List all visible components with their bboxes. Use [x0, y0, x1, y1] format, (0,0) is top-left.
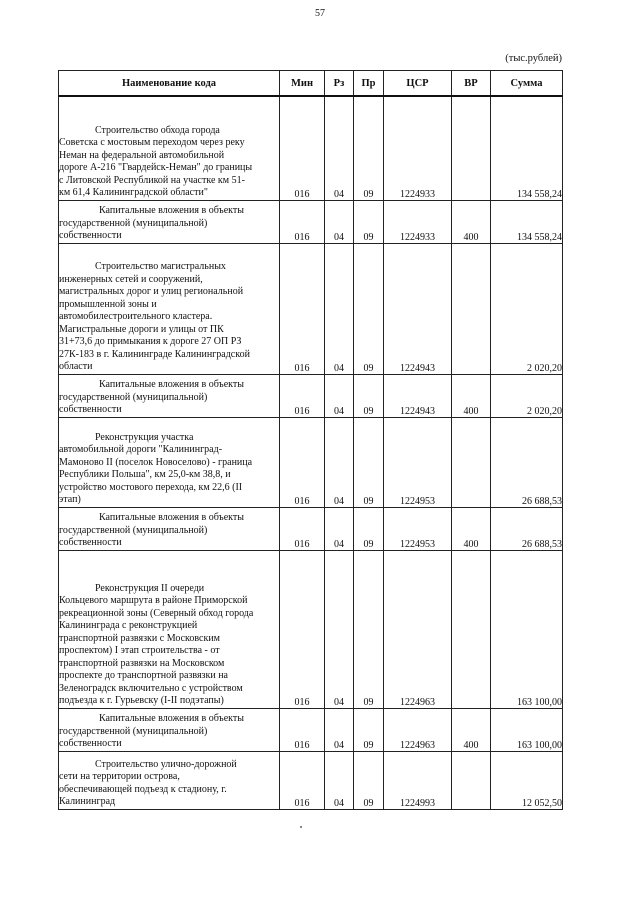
- table-row: [59, 751, 563, 809]
- header-vr: ВР: [452, 71, 491, 97]
- row-name: Строительство обхода города Советска с мостовым переходом через реку Неман на федеральной автомобильной дороге А-216 "Гвардейск-Неман" до границы с Литовской Республикой на участке км 51- км 61,4 Калининградской области": [59, 96, 280, 200]
- row-vr: [452, 243, 491, 374]
- row-csr: 1224933: [384, 96, 452, 200]
- row-rz: 04: [325, 200, 354, 243]
- table-row: [59, 708, 563, 751]
- row-min: 016: [280, 550, 325, 708]
- row-rz: 04: [325, 96, 354, 200]
- row-pr: 09: [354, 374, 384, 417]
- row-name: Реконструкция участка автомобильной дороги "Калининград- Мамоново II (поселок Новоселово) - граница Республики Польша", км 25,0-км 38,8, и устройство мостового перехода, км 22,6 (II этап): [59, 417, 280, 507]
- table-row: [59, 243, 563, 374]
- header-csr: ЦСР: [384, 71, 452, 97]
- table-row: [59, 550, 563, 708]
- row-pr: 09: [354, 550, 384, 708]
- row-vr: [452, 96, 491, 200]
- table-header-row: [59, 71, 563, 97]
- row-min: 016: [280, 507, 325, 550]
- row-pr: 09: [354, 200, 384, 243]
- row-csr: 1224953: [384, 417, 452, 507]
- row-sum: 2 020,20: [491, 243, 563, 374]
- row-sum: 2 020,20: [491, 374, 563, 417]
- row-min: 016: [280, 200, 325, 243]
- row-name: Реконструкция II очереди Кольцевого маршрута в районе Приморской рекреационной зоны (Северный обход города Калининграда с реконструкцией транспортной развязки с Московским проспектом) I этап строительства - от транспортной развязки на Московском проспекте до транспортной развязки на Зеленоградск включительно с устройством подъезда к г. Гурьевску (I-II подэтапы): [59, 550, 280, 708]
- row-pr: 09: [354, 417, 384, 507]
- row-vr: [452, 417, 491, 507]
- table-row: [59, 417, 563, 507]
- row-vr: [452, 550, 491, 708]
- header-sum: Сумма: [491, 71, 563, 97]
- row-min: 016: [280, 708, 325, 751]
- header-name: Наименование кода: [59, 71, 280, 97]
- row-sum: 163 100,00: [491, 708, 563, 751]
- row-csr: 1224993: [384, 751, 452, 809]
- row-name: Капитальные вложения в объекты государственной (муниципальной) собственности: [59, 200, 280, 243]
- row-sum: 134 558,24: [491, 200, 563, 243]
- table-row: [59, 96, 563, 200]
- row-csr: 1224953: [384, 507, 452, 550]
- row-pr: 09: [354, 507, 384, 550]
- row-sum: 163 100,00: [491, 550, 563, 708]
- row-pr: 09: [354, 708, 384, 751]
- row-csr: 1224943: [384, 243, 452, 374]
- row-sum: 26 688,53: [491, 417, 563, 507]
- row-vr: 400: [452, 200, 491, 243]
- row-vr: 400: [452, 708, 491, 751]
- row-csr: 1224933: [384, 200, 452, 243]
- row-rz: 04: [325, 507, 354, 550]
- row-vr: 400: [452, 507, 491, 550]
- row-vr: 400: [452, 374, 491, 417]
- row-name: Капитальные вложения в объекты государственной (муниципальной) собственности: [59, 374, 280, 417]
- row-name: Капитальные вложения в объекты государственной (муниципальной) собственности: [59, 507, 280, 550]
- row-csr: 1224963: [384, 708, 452, 751]
- row-vr: [452, 751, 491, 809]
- row-min: 016: [280, 751, 325, 809]
- row-pr: 09: [354, 751, 384, 809]
- row-pr: 09: [354, 96, 384, 200]
- row-min: 016: [280, 243, 325, 374]
- row-sum: 12 052,50: [491, 751, 563, 809]
- page-number: 57: [315, 8, 325, 19]
- row-min: 016: [280, 374, 325, 417]
- header-min: Мин: [280, 71, 325, 97]
- row-name: Строительство улично-дорожной сети на территории острова, обеспечивающей подъезд к стадиону, г. Калининград: [59, 751, 280, 809]
- row-csr: 1224943: [384, 374, 452, 417]
- row-rz: 04: [325, 708, 354, 751]
- row-min: 016: [280, 417, 325, 507]
- row-rz: 04: [325, 417, 354, 507]
- units-label: (тыс.рублей): [505, 53, 562, 64]
- budget-table: [58, 70, 563, 810]
- row-rz: 04: [325, 751, 354, 809]
- row-rz: 04: [325, 243, 354, 374]
- row-csr: 1224963: [384, 550, 452, 708]
- header-rz: Рз: [325, 71, 354, 97]
- row-rz: 04: [325, 550, 354, 708]
- header-pr: Пр: [354, 71, 384, 97]
- row-sum: 134 558,24: [491, 96, 563, 200]
- row-name: Строительство магистральных инженерных сетей и сооружений, магистральных дорог и улиц региональной промышленной зоны и автомобилестроительного кластера. Магистральные дороги и улицы от ПК 31+73,6 до примыкания к дороге 27 ОП РЗ 27К-183 в г. Калининграде Калининградской области: [59, 243, 280, 374]
- table-row: [59, 507, 563, 550]
- row-name: Капитальные вложения в объекты государственной (муниципальной) собственности: [59, 708, 280, 751]
- row-rz: 04: [325, 374, 354, 417]
- row-pr: 09: [354, 243, 384, 374]
- row-min: 016: [280, 96, 325, 200]
- scan-speck: [300, 826, 302, 828]
- row-sum: 26 688,53: [491, 507, 563, 550]
- table-row: [59, 200, 563, 243]
- table-row: [59, 374, 563, 417]
